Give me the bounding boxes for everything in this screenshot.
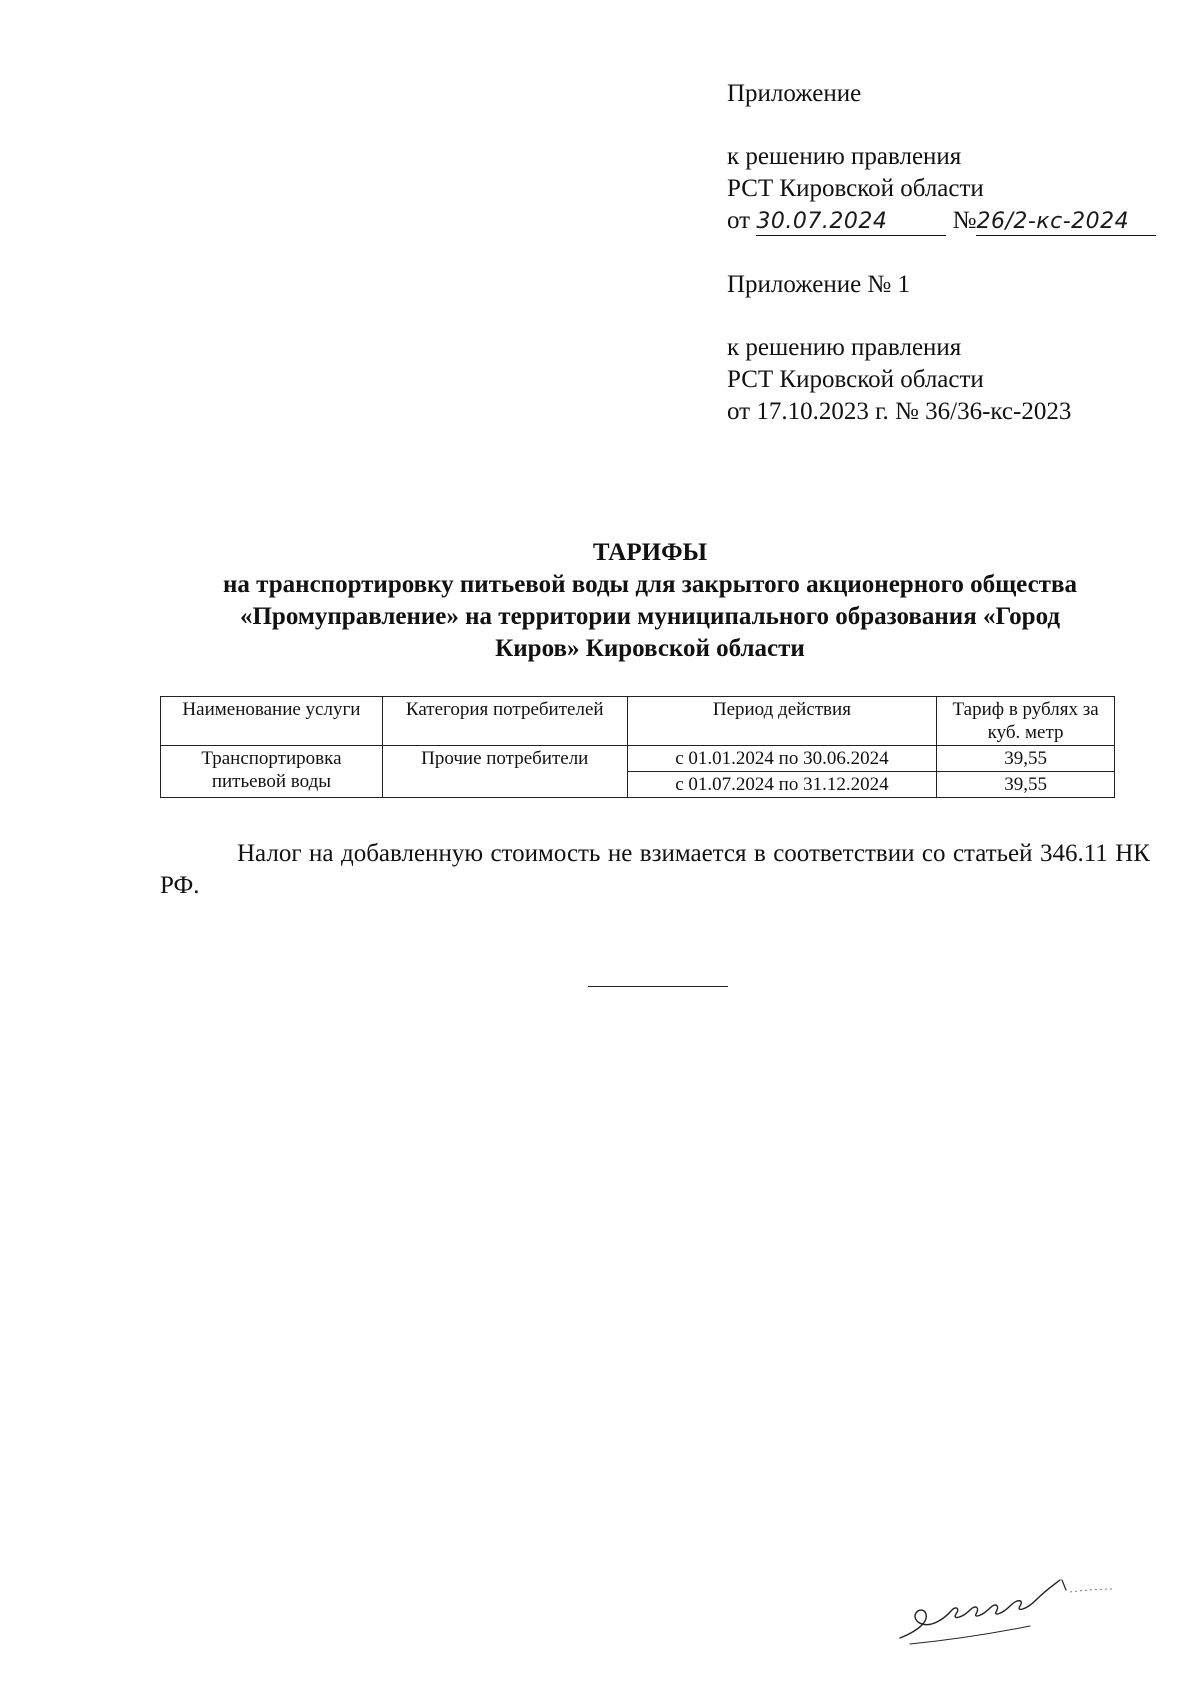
appendix-ref-line2: РСТ Кировской области xyxy=(727,175,984,202)
number-field xyxy=(976,208,1156,236)
handwritten-signature-icon xyxy=(890,1560,1130,1650)
appendix1-title: Приложение № 1 xyxy=(727,271,911,298)
date-prefix: от xyxy=(727,207,751,234)
header-service: Наименование услуги xyxy=(161,697,383,746)
table-row xyxy=(161,746,1115,772)
title-line1: на транспортировку питьевой воды для закрытого акционерного общества xyxy=(223,571,1077,598)
appendix-title: Приложение xyxy=(727,80,862,107)
vat-note-text: Налог на добавленную стоимость не взимается в соответствии со статьей 346.11 НК РФ. xyxy=(160,840,1150,899)
document-title xyxy=(150,537,1150,665)
title-line3: Киров» Кировской области xyxy=(495,635,805,662)
date-field xyxy=(756,208,946,236)
cell-tariff: 39,55 xyxy=(937,746,1115,772)
cell-period: с 01.01.2024 по 30.06.2024 xyxy=(627,746,937,772)
table-header-row xyxy=(161,697,1115,746)
title-line2: «Промуправление» на территории муниципального образования «Город xyxy=(239,603,1061,630)
cell-category: Прочие потребители xyxy=(382,746,627,798)
tariffs-table xyxy=(160,696,1115,798)
appendix-ref-line1: к решению правления xyxy=(727,143,962,170)
number-prefix: № xyxy=(952,207,977,234)
cell-tariff: 39,55 xyxy=(937,772,1115,798)
appendix1-line2: РСТ Кировской области xyxy=(727,366,984,393)
appendix1-line1: к решению правления xyxy=(727,334,962,361)
appendix1-line3: от 17.10.2023 г. № 36/36-кс-2023 xyxy=(727,398,1072,425)
header-period: Период действия xyxy=(627,697,937,746)
end-divider xyxy=(588,986,728,987)
title-heading: ТАРИФЫ xyxy=(592,539,708,566)
handwritten-number: 26/2-кс-2024 xyxy=(976,209,1130,234)
header-category: Категория потребителей xyxy=(382,697,627,746)
appendix-date-number-line xyxy=(727,205,1187,237)
cell-service: Транспортировка питьевой воды xyxy=(161,746,383,798)
handwritten-date: 30.07.2024 xyxy=(756,209,888,234)
cell-period: с 01.07.2024 по 31.12.2024 xyxy=(627,772,937,798)
appendix-header xyxy=(727,78,1187,428)
vat-note xyxy=(160,838,1150,902)
header-tariff: Тариф в рублях за куб. метр xyxy=(937,697,1115,746)
